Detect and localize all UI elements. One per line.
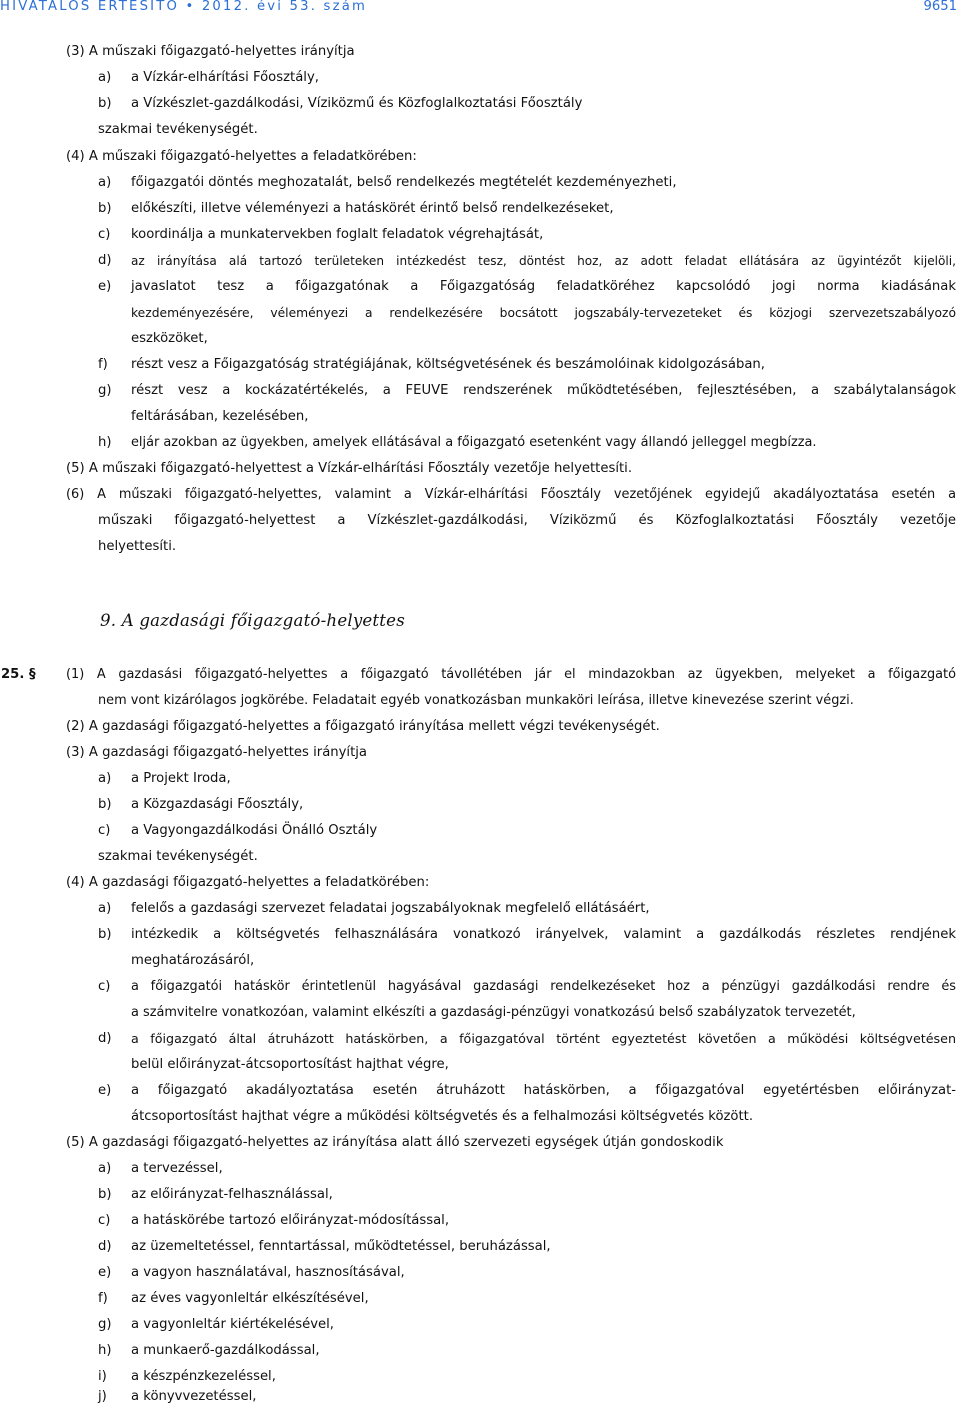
item-text: a Vízkár-elhárítási Főosztály, [131,70,319,85]
item-marker: b) [98,1187,112,1202]
section-number [1,666,36,684]
item-text: intézkedik a költségvetés felhasználására vonatkozó irányelvek, valamint a gazdálkodás részletes rendjének [131,927,956,942]
item-text: eszközöket, [131,331,208,346]
item-marker: f) [98,357,108,372]
item-marker: f) [98,1291,108,1306]
item-text: a munkaerő-gazdálkodással, [131,1343,320,1358]
item-text: kezdeményezésére, véleményezi a rendelkezésére bocsátott jogszabály-tervezeteket és közjogi szervezetszabályozó [131,306,956,320]
item-text: a főigazgató akadályoztatása esetén átruházott hatáskörben, a főigazgatóval egyetértésben előirányzat- [131,1083,956,1098]
item-marker: h) [98,1343,112,1358]
paragraph-line: (2) A gazdasági főigazgató-helyettes a főigazgató irányítása mellett végzi tevékenységét. [66,719,660,734]
item-text: a főigazgatói hatáskör érintetlenül hagyásával gazdasági rendelkezéseket hoz a pénzügyi gazdálkodási rendre és [131,979,956,994]
item-text: előkészíti, illetve véleményezi a hatáskörét érintő belső rendelkezéseket, [131,201,614,216]
paragraph-line: helyettesíti. [98,539,177,554]
item-marker: d) [98,253,112,268]
paragraph-line: (5) A műszaki főigazgató-helyettest a Vízkár-elhárítási Főosztály vezetője helyettesíti. [66,461,633,476]
paragraph-line: szakmai tevékenységét. [98,849,258,864]
item-marker: h) [98,435,112,450]
item-marker: a) [98,771,112,786]
item-text: a vagyon használatával, hasznosításával, [131,1265,405,1280]
item-marker: a) [98,175,112,190]
item-text: részt vesz a kockázatértékelés, a FEUVE rendszerének működtetésében, fejlesztésében, a szabálytalanságok [131,383,956,398]
item-marker: b) [98,927,112,942]
page-number: 9651 [923,0,957,14]
item-text: a tervezéssel, [131,1161,223,1176]
item-marker: j) [98,1389,107,1404]
item-text: a Vagyongazdálkodási Önálló Osztály [131,823,378,838]
item-text: a könyvvezetéssel, [131,1389,257,1404]
paragraph-line: nem vont kizárólagos jogkörébe. Feladatait egyéb vonatkozásban munkaköri leírása, illetve kinevezése szerint végzi. [98,693,854,708]
item-marker: d) [98,1239,112,1254]
item-text: meghatározásáról, [131,953,255,968]
item-marker: b) [98,797,112,812]
item-marker: b) [98,201,112,216]
item-marker: e) [98,1083,112,1098]
section-number-value: 25. [1,667,25,682]
paragraph-line: (6) A műszaki főigazgató-helyettes, valamint a Vízkár-elhárítási Főosztály vezetőjének egyidejű akadályoztatása esetén a [66,487,956,502]
item-text: a Vízkészlet-gazdálkodási, Víziközmű és Közfoglalkoztatási Főosztály [131,96,583,111]
item-text: az éves vagyonleltár elkészítésével, [131,1291,369,1306]
paragraph-line: műszaki főigazgató-helyettest a Vízkészlet-gazdálkodási, Víziközmű és Közfoglalkoztatási Főosztály vezetője [98,513,956,528]
item-marker: a) [98,901,112,916]
item-marker: c) [98,823,111,838]
item-text: a készpénzkezeléssel, [131,1369,276,1384]
item-text: az üzemeltetéssel, fenntartással, működtetéssel, beruházással, [131,1239,551,1254]
item-marker: g) [98,383,112,398]
item-text: a Közgazdasági Főosztály, [131,797,304,812]
item-text: a vagyonleltár kiértékelésével, [131,1317,335,1332]
item-marker: d) [98,1031,112,1046]
item-text: a számvitelre vonatkozóan, valamint elkészíti a gazdasági-pénzügyi vonatkozású belső szabályzatok tervezetét, [131,1005,856,1020]
item-text: az irányítása alá tartozó területeken intézkedést tesz, döntést hoz, az adott feladat ellátására az ügyintézőt kijelöli, [131,254,956,268]
item-text: a Projekt Iroda, [131,771,231,786]
paragraph-line: (1) A gazdasási főigazgató-helyettes a főigazgató távollétében jár el mindazokban az ügyekben, melyeket a főigazgató [66,667,956,682]
item-text: az előirányzat-felhasználással, [131,1187,333,1202]
section-symbol: § [28,667,36,682]
paragraph-line: szakmai tevékenységét. [98,122,258,137]
item-marker: c) [98,979,111,994]
item-marker: c) [98,1213,111,1228]
paragraph-line: (3) A műszaki főigazgató-helyettes irányítja [66,44,355,59]
item-text: részt vesz a Főigazgatóság stratégiájának, költségvetésének és beszámolóinak kidolgozásában, [131,357,765,372]
paragraph-line: (4) A gazdasági főigazgató-helyettes a feladatkörében: [66,875,430,890]
item-text: felelős a gazdasági szervezet feladatai jogszabályoknak megfelelő ellátásáért, [131,901,650,916]
item-marker: a) [98,1161,112,1176]
item-text: koordinálja a munkatervekben foglalt feladatok végrehajtását, [131,227,544,242]
item-text: a hatáskörébe tartozó előirányzat-módosítással, [131,1213,450,1228]
item-marker: a) [98,70,112,85]
item-text: főigazgatói döntés meghozatalát, belső rendelkezés megtételét kezdeményezheti, [131,175,677,190]
paragraph-line: (5) A gazdasági főigazgató-helyettes az irányítása alatt álló szervezeti egységek útján gondoskodik [66,1135,724,1150]
page-header [0,0,960,20]
item-marker: b) [98,96,112,111]
journal-title: HIVATALOS ÉRTESÍTŐ • 2012. évi 53. szám [0,0,368,14]
section-heading: 9. A gazdasági főigazgató-helyettes [100,611,405,630]
item-text: javaslatot tesz a főigazgatónak a Főigazgatóság feladatköréhez kapcsolódó jogi norma kiadásának [131,279,956,294]
item-text: a főigazgató által átruházott hatáskörben, a főigazgatóval történt egyeztetést követően a működési költségvetésen [131,1031,956,1046]
item-marker: c) [98,227,111,242]
item-text: belül előirányzat-átcsoportosítást hajthat végre, [131,1057,449,1072]
item-marker: i) [98,1369,107,1384]
paragraph-line: (4) A műszaki főigazgató-helyettes a feladatkörében: [66,149,417,164]
item-marker: e) [98,279,112,294]
item-text: eljár azokban az ügyekben, amelyek ellátásával a főigazgató esetenként vagy állandó jelleggel megbízza. [131,435,817,450]
item-marker: e) [98,1265,112,1280]
item-text: átcsoportosítást hajthat végre a működési költségvetés és a felhalmozási költségvetés között. [131,1109,754,1124]
paragraph-line: (3) A gazdasági főigazgató-helyettes irányítja [66,745,368,760]
item-marker: g) [98,1317,112,1332]
item-text: feltárásában, kezelésében, [131,409,309,424]
